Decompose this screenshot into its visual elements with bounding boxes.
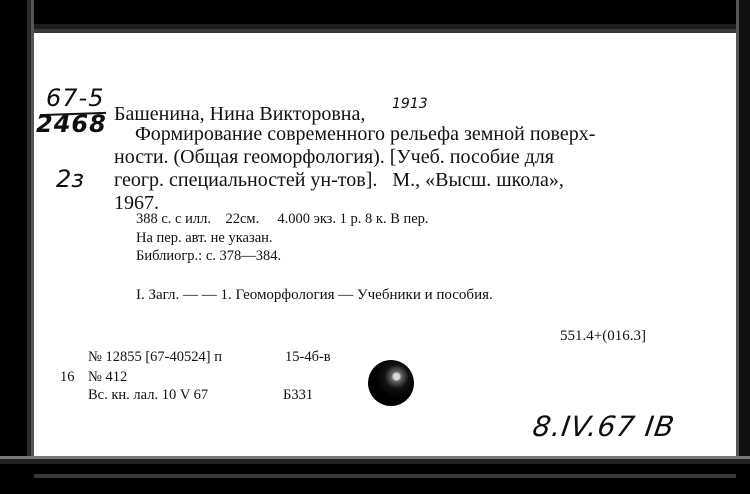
entry-number: № 412 bbox=[88, 369, 128, 385]
scan-border-left bbox=[0, 0, 34, 494]
book-chamber-line: Вс. кн. лал. 10 V 67 bbox=[88, 387, 209, 403]
subject-tracing: I. Загл. — — 1. Геоморфология — Учебники и пособия. bbox=[136, 287, 493, 303]
title-line: ности. (Общая геоморфология). [Учеб. пособие для bbox=[114, 146, 554, 168]
handwritten-birth-year: 1913 bbox=[392, 96, 428, 112]
punch-hole bbox=[368, 360, 414, 406]
bibliography-note: Библиогр.: с. 378—384. bbox=[136, 248, 282, 264]
order-number: № 12855 [67-40524] п bbox=[88, 349, 222, 365]
collation-line: 388 с. с илл. 22см. 4.000 экз. 1 р. 8 к. В пер. bbox=[136, 211, 429, 227]
scan-border-right bbox=[736, 0, 750, 494]
author-heading: Башенина, Нина Викторовна, bbox=[114, 103, 366, 125]
binding-note: На пер. авт. не указан. bbox=[136, 230, 273, 246]
title-line: Формирование современного рельефа земной поверх- bbox=[135, 123, 596, 145]
copies-count: 16 bbox=[60, 369, 75, 385]
scan-border-top bbox=[0, 0, 750, 33]
title-line: геогр. специальностей ун-тов]. М., «Высш. школа», bbox=[114, 169, 564, 191]
handwritten-shelfmark-bottom: 2468 bbox=[36, 110, 107, 138]
scan-border-strip bbox=[34, 474, 736, 478]
publisher-code: Б331 bbox=[283, 387, 314, 403]
handwritten-copy-note: 2з bbox=[56, 165, 85, 193]
handwritten-date-note: 8.IV.67 IB bbox=[530, 410, 678, 443]
classification-number: 551.4+(016.3] bbox=[560, 328, 646, 344]
handwritten-shelfmark-top: 67-5 bbox=[46, 84, 105, 112]
print-code: 15-4б-в bbox=[285, 349, 331, 365]
title-line: 1967. bbox=[114, 192, 159, 214]
